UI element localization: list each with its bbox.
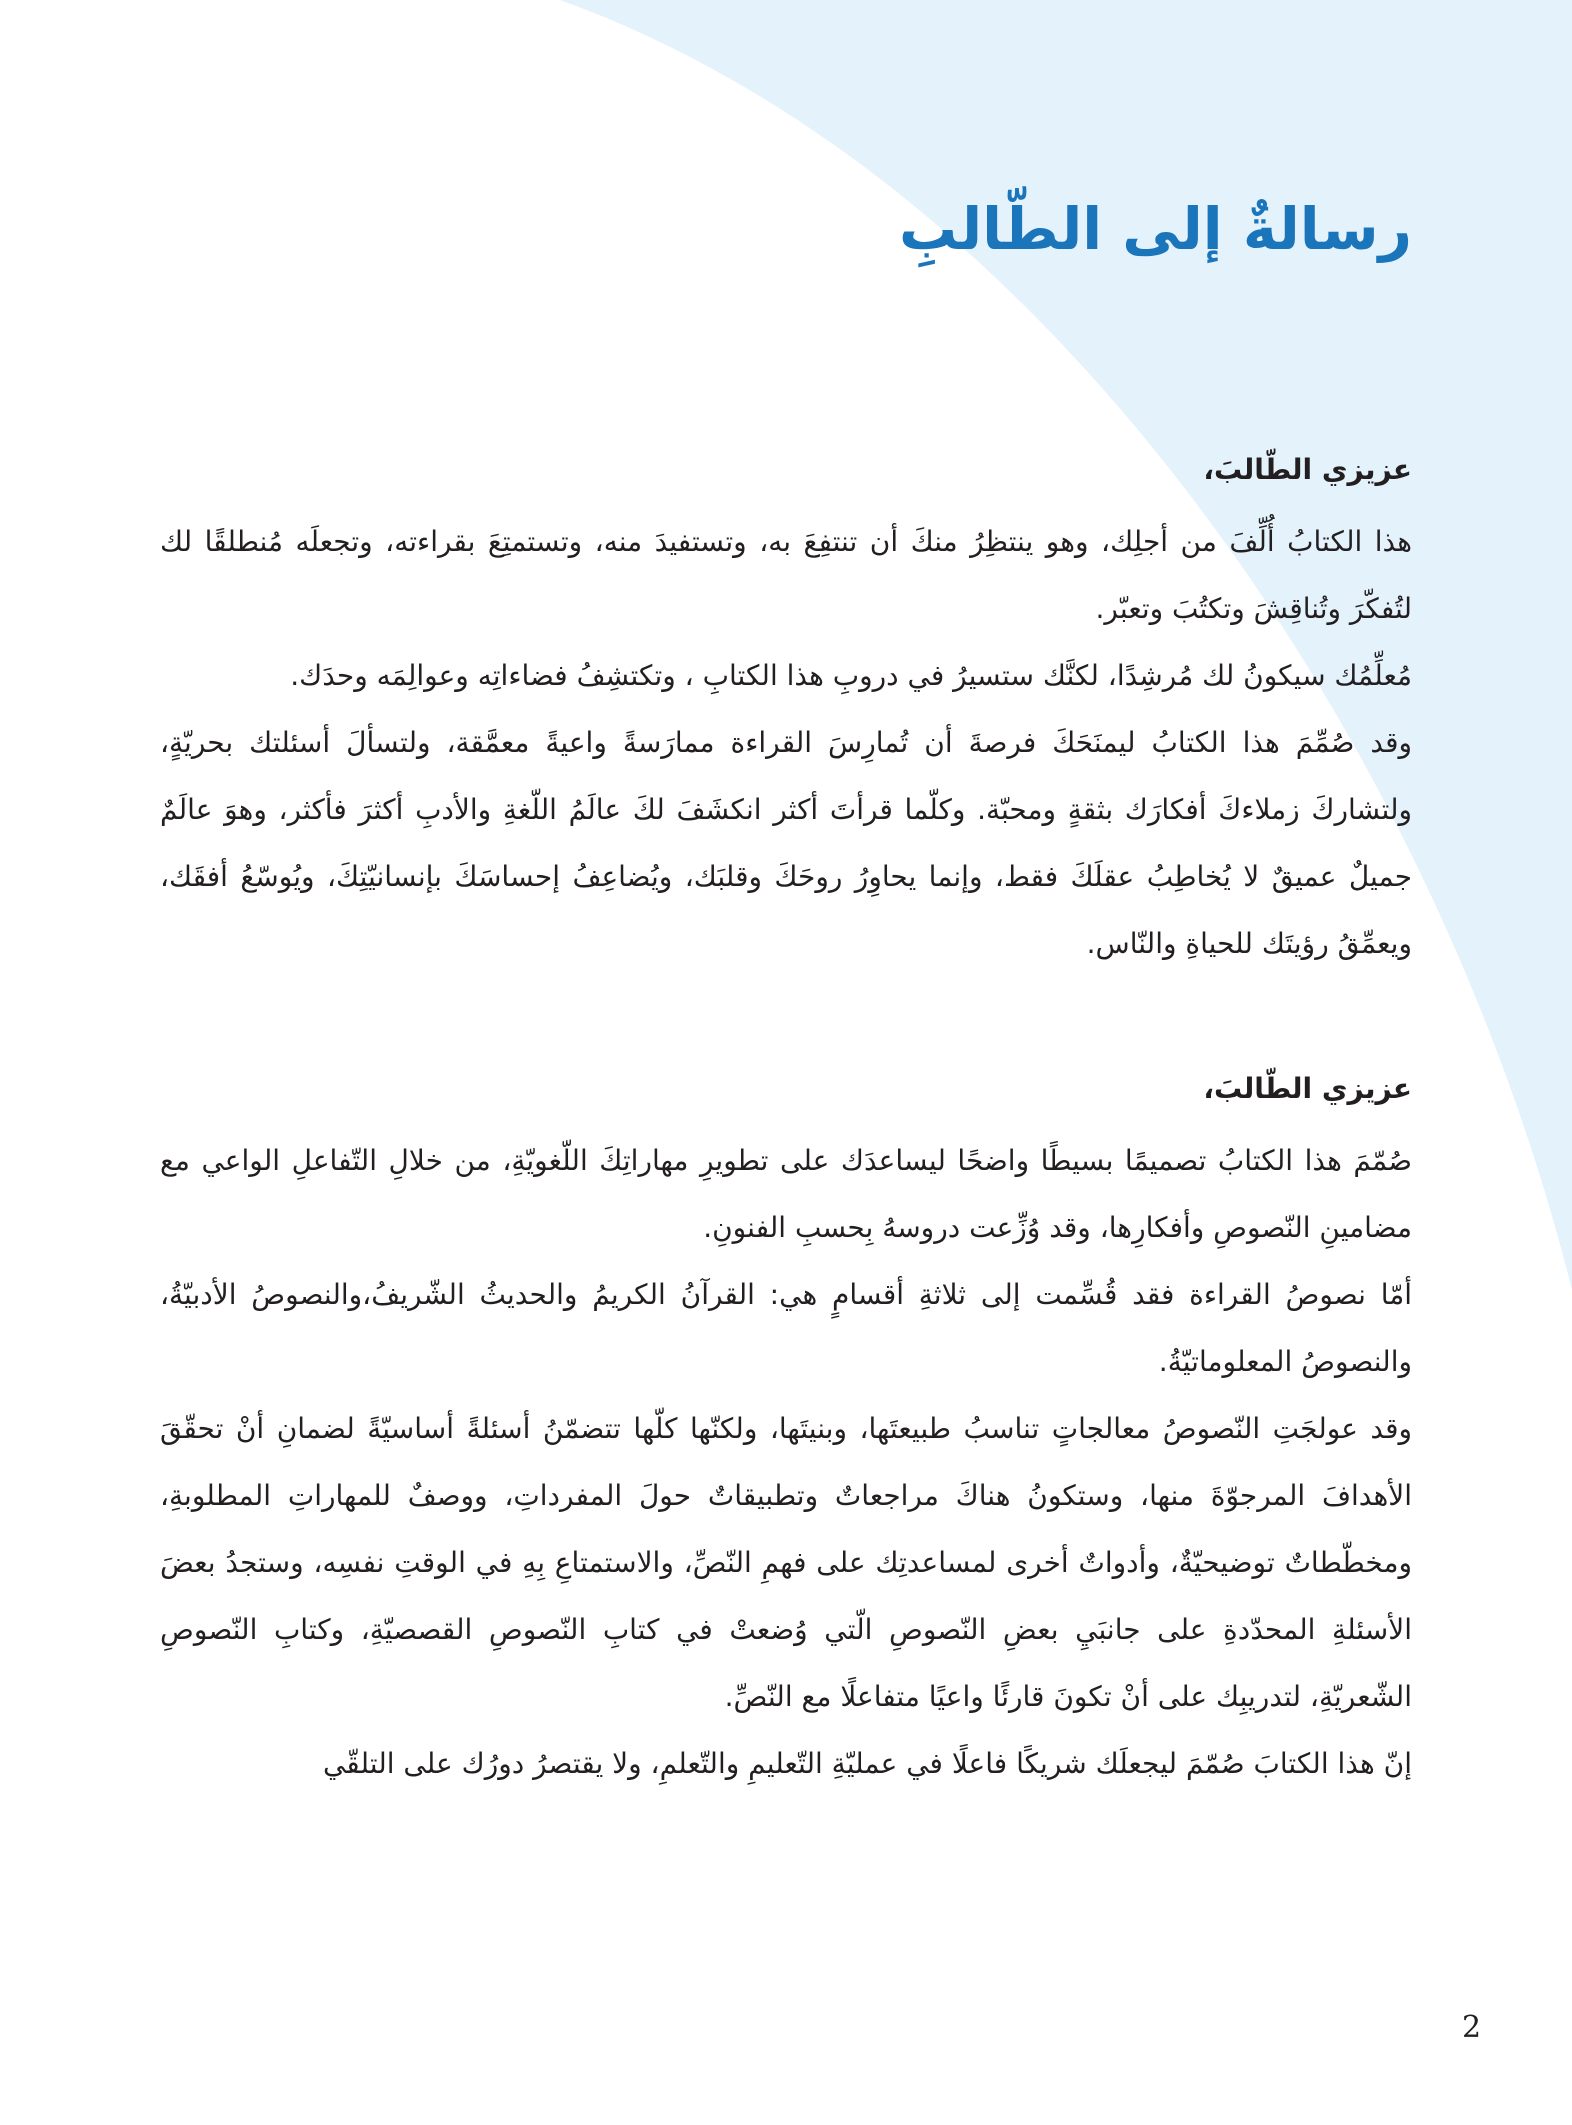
salutation: عزيزي الطّالبَ، <box>1203 1072 1412 1105</box>
paragraph: أمّا نصوصُ القراءة فقد قُسِّمت إلى ثلاثةِ أقسامٍ هي: القرآنُ الكريمُ والحديثُ الشّريفُ،والنصوصُ الأدبيّةُ، والنصوصُ المعلوماتيّةُ. <box>160 1278 1412 1378</box>
letter-body <box>160 440 1412 1797</box>
paragraph: وقد صُمِّمَ هذا الكتابُ ليمنَحَكَ فرصةَ أن تُمارِسَ القراءة ممارَسةً واعيةً معمَّقة، ولتسألَ أسئلتك بحريّةٍ، ولتشاركَ زملاءكَ أفكارَك بثقةٍ ومحبّة. وكلّما قرأتَ أكثر انكشَفَ لكَ عالَمُ اللّغةِ والأدبِ أكثرَ فأكثر، وهوَ عالَمٌ جميلٌ عميقٌ لا يُخاطِبُ عقلَكَ فقط، وإنما يحاوِرُ روحَكَ وقلبَك، ويُضاعِفُ إحساسَكَ بإنسانيّتِكَ، ويُوسّعُ أفقَك، ويعمِّقُ رؤيتَك للحياةِ والنّاس. <box>160 726 1412 960</box>
paragraph: وقد عولجَتِ النّصوصُ معالجاتٍ تناسبُ طبيعتَها، وبنيتَها، ولكنّها كلّها تتضمّنُ أسئلةً أساسيّةً لضمانِ أنْ تحقّقَ الأهدافَ المرجوّةَ منها، وستكونُ هناكَ مراجعاتٌ وتطبيقاتٌ حولَ المفرداتِ، ووصفٌ للمهاراتِ المطلوبةِ، ومخطّطاتٌ توضيحيّةٌ، وأدواتٌ أخرى لمساعدتِك على فهمِ النّصِّ، والاستمتاعِ بِهِ في الوقتِ نفسِه، وستجدُ بعضَ الأسئلةِ المحدّدةِ على جانبَيِ بعضِ النّصوصِ الّتي وُضعتْ في كتابِ النّصوصِ القصصيّةِ، وكتابِ النّصوصِ الشّعريّةِ، لتدريبِك على أنْ تكونَ قارئًا واعيًا متفاعلًا مع النّصِّ. <box>160 1412 1412 1713</box>
salutation: عزيزي الطّالبَ، <box>1203 453 1412 486</box>
letter-section-2 <box>160 1059 1412 1797</box>
paragraph: إنّ هذا الكتابَ صُمّمَ ليجعلَك شريكًا فاعلًا في عمليّةِ التّعليمِ والتّعلمِ، ولا يقتصرُ دورُك على التلقّي <box>322 1747 1412 1780</box>
letter-section-1 <box>160 440 1412 977</box>
page-number: 2 <box>1462 2010 1482 2045</box>
paragraph: صُمّمَ هذا الكتابُ تصميمًا بسيطًا واضحًا ليساعدَك على تطويرِ مهاراتِكَ اللّغويّةِ، من خلالِ التّفاعلِ الواعي مع مضامينِ النّصوصِ وأفكارِها، وقد وُزِّعت دروسهُ بِحسبِ الفنونِ. <box>160 1144 1412 1244</box>
paragraph: هذا الكتابُ أُلِّفَ من أجلِك، وهو ينتظِرُ منكَ أن تنتفِعَ به، وتستفيدَ منه، وتستمتِعَ بقراءته، وتجعلَه مُنطلقًا لك لتُفكّرَ وتُناقِشَ وتكتُبَ وتعبّر. <box>160 525 1412 625</box>
paragraph: مُعلِّمُك سيكونُ لك مُرشِدًا، لكنَّك ستسيرُ في دروبِ هذا الكتابِ ، وتكتشِفُ فضاءاتِه وعوالِمَه وحدَك. <box>290 659 1412 692</box>
page-title: رسالةٌ إلى الطّالبِ <box>899 195 1412 263</box>
